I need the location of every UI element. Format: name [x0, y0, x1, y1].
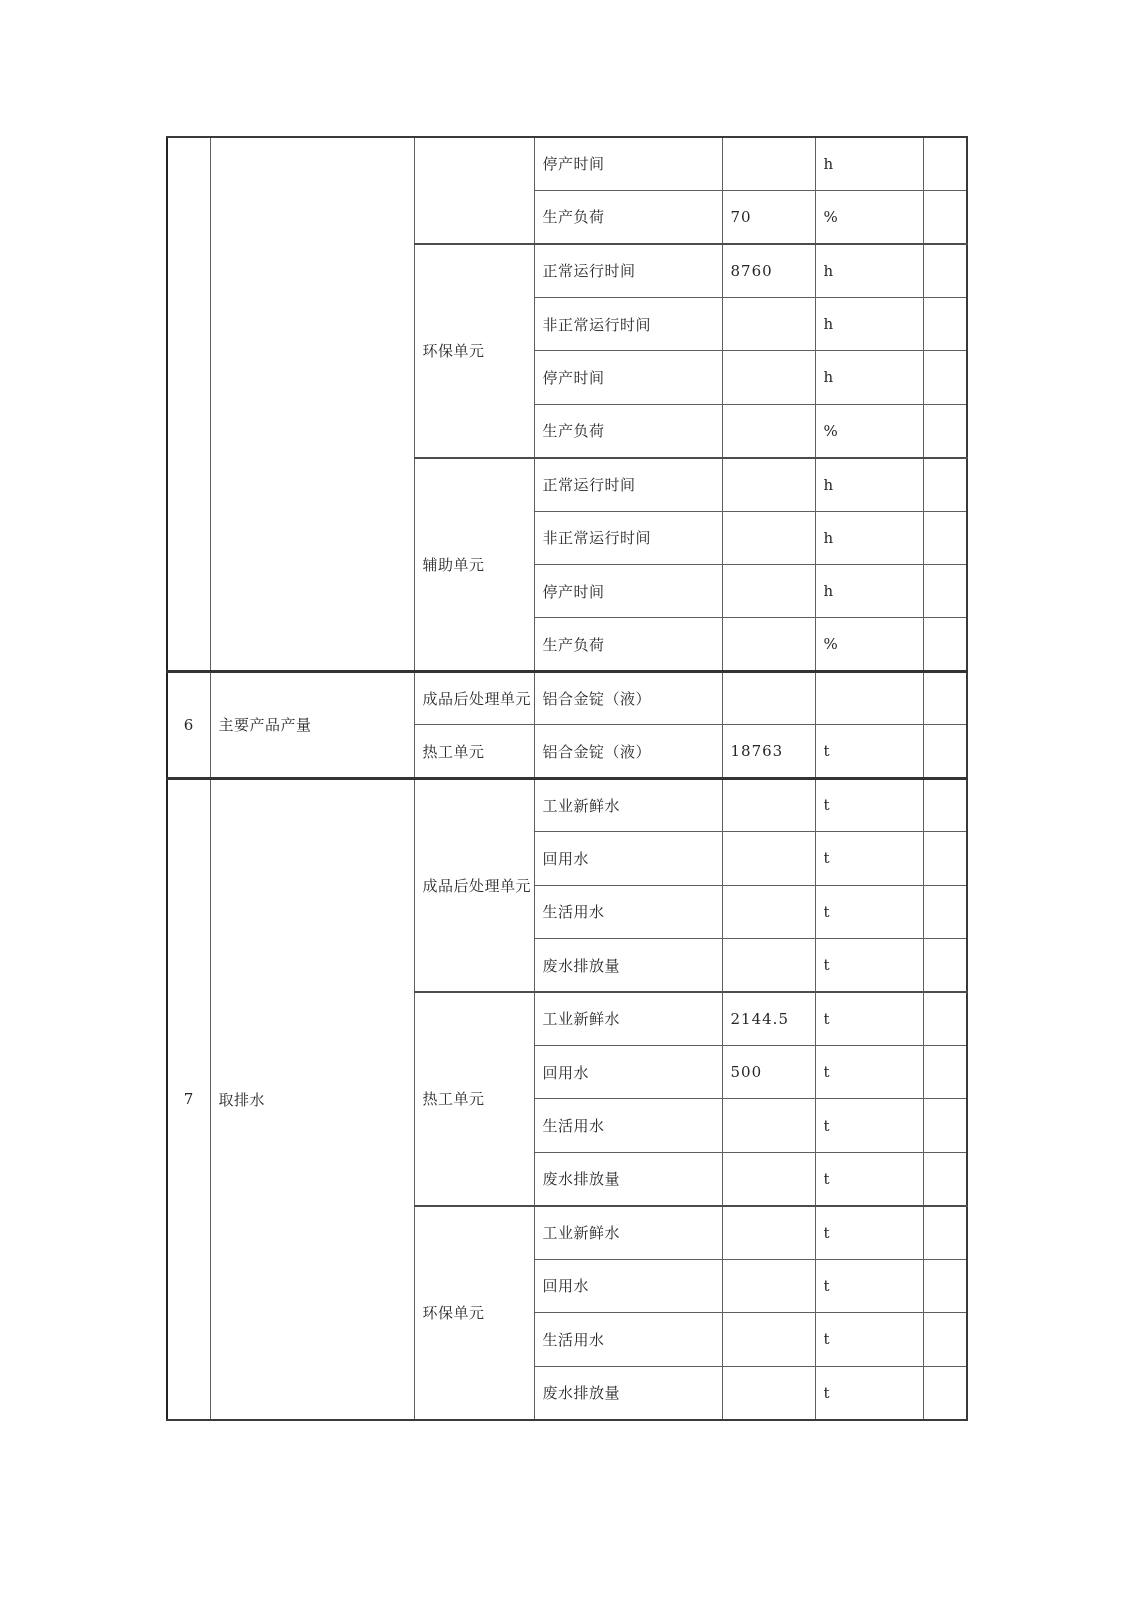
cell-empty [923, 137, 967, 190]
cell-unit: t [815, 939, 923, 992]
cell-value [722, 1206, 815, 1259]
table-row [167, 671, 967, 724]
cell-item: 生产负荷 [534, 618, 722, 671]
cell-unit: % [815, 190, 923, 243]
cell-empty [923, 992, 967, 1045]
cell-empty [923, 725, 967, 778]
cell-item: 正常运行时间 [534, 244, 722, 297]
cell-unit-group: 热工单元 [414, 992, 534, 1206]
cell-value: 2144.5 [722, 992, 815, 1045]
cell-value [722, 351, 815, 404]
cell-unit: % [815, 618, 923, 671]
cell-unit: % [815, 404, 923, 457]
cell-unit: h [815, 565, 923, 618]
cell-unit [815, 671, 923, 724]
cell-unit: t [815, 778, 923, 831]
cell-unit-group: 成品后处理单元 [414, 778, 534, 992]
cell-category: 主要产品产量 [210, 671, 414, 778]
cell-value [722, 832, 815, 885]
cell-empty [923, 1045, 967, 1098]
cell-value [722, 778, 815, 831]
cell-empty [923, 1366, 967, 1419]
cell-item: 铝合金锭（液） [534, 671, 722, 724]
cell-item: 生产负荷 [534, 190, 722, 243]
cell-unit: h [815, 511, 923, 564]
cell-empty [923, 297, 967, 350]
cell-empty [923, 511, 967, 564]
cell-item: 废水排放量 [534, 1366, 722, 1419]
cell-unit: t [815, 1259, 923, 1312]
cell-empty [923, 778, 967, 831]
cell-value [722, 618, 815, 671]
cell-value [722, 671, 815, 724]
cell-value [722, 137, 815, 190]
cell-empty [923, 1313, 967, 1366]
cell-item: 废水排放量 [534, 1152, 722, 1205]
cell-unit: h [815, 137, 923, 190]
cell-empty [923, 244, 967, 297]
cell-empty [923, 1152, 967, 1205]
cell-unit: t [815, 1045, 923, 1098]
cell-value [722, 1259, 815, 1312]
cell-item: 生活用水 [534, 1313, 722, 1366]
cell-value [722, 1099, 815, 1152]
cell-item: 停产时间 [534, 565, 722, 618]
cell-empty [923, 832, 967, 885]
cell-value [722, 1366, 815, 1419]
cell-value [722, 1152, 815, 1205]
cell-empty [923, 671, 967, 724]
cell-item: 生活用水 [534, 885, 722, 938]
cell-unit-group: 辅助单元 [414, 458, 534, 672]
cell-item: 铝合金锭（液） [534, 725, 722, 778]
cell-unit: t [815, 992, 923, 1045]
cell-value [722, 458, 815, 511]
cell-item: 非正常运行时间 [534, 511, 722, 564]
cell-unit: t [815, 1313, 923, 1366]
cell-value [722, 404, 815, 457]
cell-unit: t [815, 725, 923, 778]
cell-unit: t [815, 885, 923, 938]
cell-item: 回用水 [534, 1259, 722, 1312]
cell-unit: t [815, 1366, 923, 1419]
cell-unit: t [815, 1099, 923, 1152]
cell-item: 生活用水 [534, 1099, 722, 1152]
cell-row-number: 7 [167, 778, 210, 1419]
cell-unit-group: 热工单元 [414, 725, 534, 778]
cell-item: 正常运行时间 [534, 458, 722, 511]
cell-value [722, 939, 815, 992]
cell-unit-group: 环保单元 [414, 244, 534, 458]
statistics-table [166, 136, 968, 1421]
cell-value: 8760 [722, 244, 815, 297]
cell-unit: h [815, 244, 923, 297]
cell-value: 70 [722, 190, 815, 243]
cell-empty [923, 939, 967, 992]
cell-empty [923, 458, 967, 511]
cell-empty [923, 1099, 967, 1152]
cell-item: 停产时间 [534, 137, 722, 190]
cell-empty [923, 351, 967, 404]
cell-value: 18763 [722, 725, 815, 778]
cell-unit-group: 环保单元 [414, 1206, 534, 1420]
cell-item: 工业新鲜水 [534, 1206, 722, 1259]
cell-unit: h [815, 458, 923, 511]
cell-unit: t [815, 1152, 923, 1205]
cell-empty [923, 1259, 967, 1312]
cell-row-number: 6 [167, 671, 210, 778]
cell-empty [923, 565, 967, 618]
cell-empty [923, 1206, 967, 1259]
cell-category-continued [210, 137, 414, 671]
cell-unit-group-continued [414, 137, 534, 244]
cell-row-number-continued [167, 137, 210, 671]
cell-category: 取排水 [210, 778, 414, 1419]
cell-empty [923, 885, 967, 938]
cell-unit: t [815, 1206, 923, 1259]
cell-unit-group: 成品后处理单元 [414, 671, 534, 724]
cell-item: 回用水 [534, 1045, 722, 1098]
cell-value [722, 511, 815, 564]
cell-unit: t [815, 832, 923, 885]
cell-value [722, 565, 815, 618]
table-row [167, 137, 967, 190]
cell-item: 非正常运行时间 [534, 297, 722, 350]
cell-value [722, 885, 815, 938]
cell-unit: h [815, 351, 923, 404]
table-row [167, 778, 967, 831]
cell-item: 废水排放量 [534, 939, 722, 992]
cell-item: 回用水 [534, 832, 722, 885]
cell-unit: h [815, 297, 923, 350]
cell-empty [923, 190, 967, 243]
cell-item: 生产负荷 [534, 404, 722, 457]
cell-value [722, 297, 815, 350]
cell-item: 停产时间 [534, 351, 722, 404]
cell-value [722, 1313, 815, 1366]
cell-item: 工业新鲜水 [534, 992, 722, 1045]
cell-empty [923, 618, 967, 671]
cell-item: 工业新鲜水 [534, 778, 722, 831]
cell-empty [923, 404, 967, 457]
cell-value: 500 [722, 1045, 815, 1098]
